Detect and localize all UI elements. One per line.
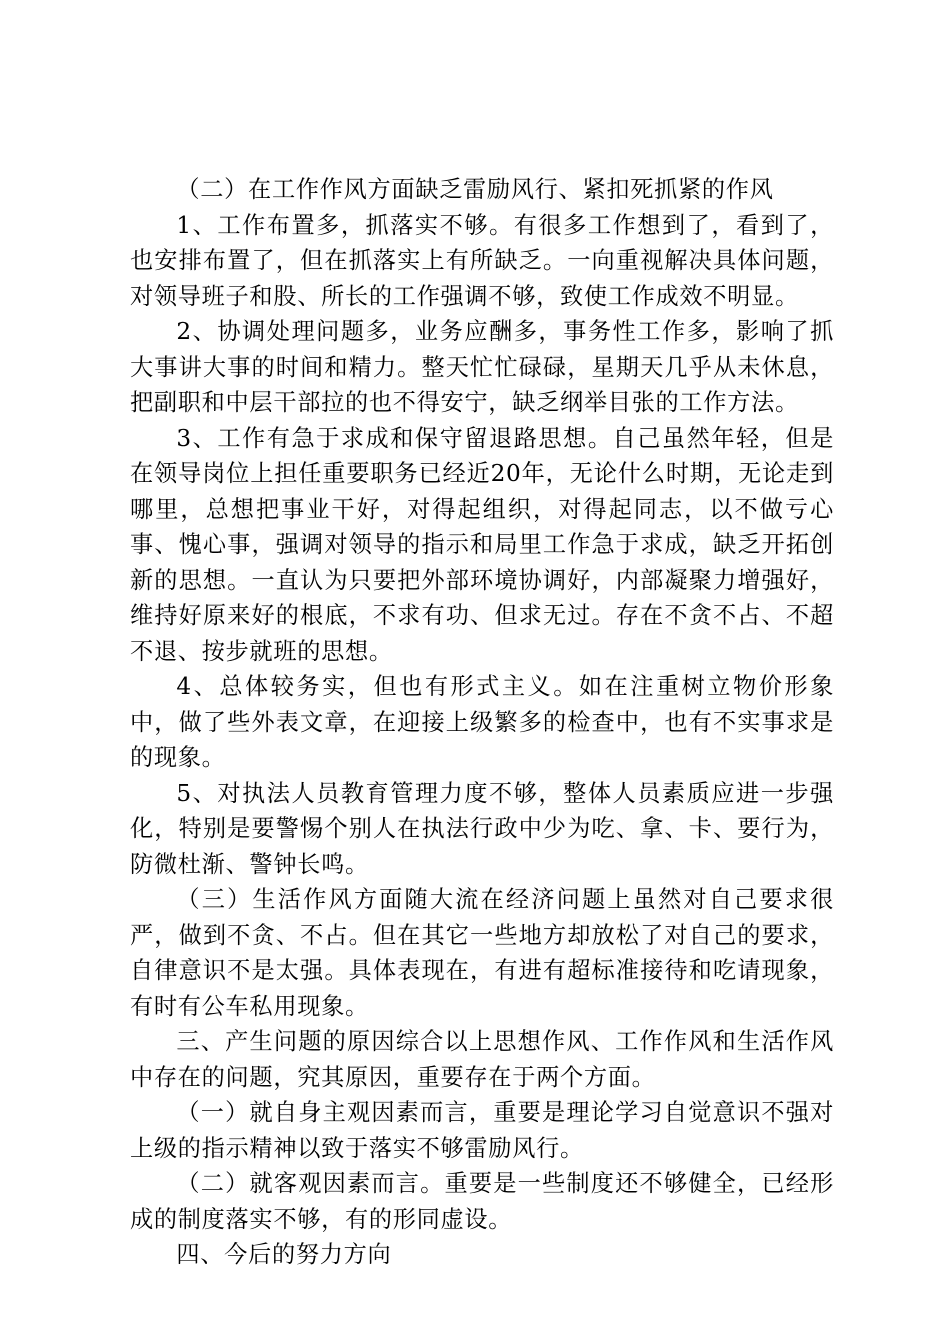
section-heading-future-direction: 四、今后的努力方向 (176, 1241, 392, 1268)
paragraph-item-2: 2、协调处理问题多，业务应酬多，事务性工作多，影响了抓大事讲大事的时间和精力。整天忙忙碌碌，星期天几乎从未休息，把副职和中层干部拉的也不得安宁，缺乏纲举目张的工作方法。 (130, 318, 834, 416)
paragraph-item-3: 3、工作有急于求成和保守留退路思想。自己虽然年轻，但是在领导岗位上担任重要职务已经近20年，无论什么时期，无论走到哪里，总想把事业干好，对得起组织，对得起同志，以不做亏心事、愧心事，强调对领导的指示和局里工作急于求成，缺乏开拓创新的思想。一直认为只要把外部环境协调好，内部凝聚力增强好，维持好原来好的根底，不求有功、但求无过。存在不贪不占、不超不退、按步就班的思想。 (130, 424, 834, 665)
paragraph-item-4: 4、总体较务实，但也有形式主义。如在注重树立物价形象中，做了些外表文章，在迎接上级繁多的检查中，也有不实事求是的现象。 (130, 673, 834, 771)
paragraph-subjective-factors: （一）就自身主观因素而言，重要是理论学习自觉意识不强对上级的指示精神以致于落实不够雷励风行。 (130, 1099, 834, 1162)
paragraph-objective-factors: （二）就客观因素而言。重要是一些制度还不够健全，已经形成的制度落实不够，有的形同虚设。 (130, 1170, 834, 1233)
document-body (130, 172, 834, 1273)
paragraph-item-1: 1、工作布置多，抓落实不够。有很多工作想到了，看到了，也安排布置了，但在抓落实上有所缺乏。一向重视解决具体问题，对领导班子和股、所长的工作强调不够，致使工作成效不明显。 (130, 211, 834, 310)
section-heading-work-style: （二）在工作作风方面缺乏雷励风行、紧扣死抓紧的作风 (176, 176, 774, 203)
paragraph-causes: 三、产生问题的原因综合以上思想作风、工作作风和生活作风中存在的问题，究其原因，重要存在于两个方面。 (130, 1028, 834, 1091)
paragraph-item-5: 5、对执法人员教育管理力度不够，整体人员素质应进一步强化，特别是要警惕个别人在执法行政中少为吃、拿、卡、要行为，防微杜渐、警钟长鸣。 (130, 779, 834, 878)
paragraph-life-style: （三）生活作风方面随大流在经济问题上虽然对自己要求很严，做到不贪、不占。但在其它一些地方却放松了对自己的要求，自律意识不是太强。具体表现在，有进有超标准接待和吃请现象，有时有公车私用现象。 (130, 886, 834, 1020)
